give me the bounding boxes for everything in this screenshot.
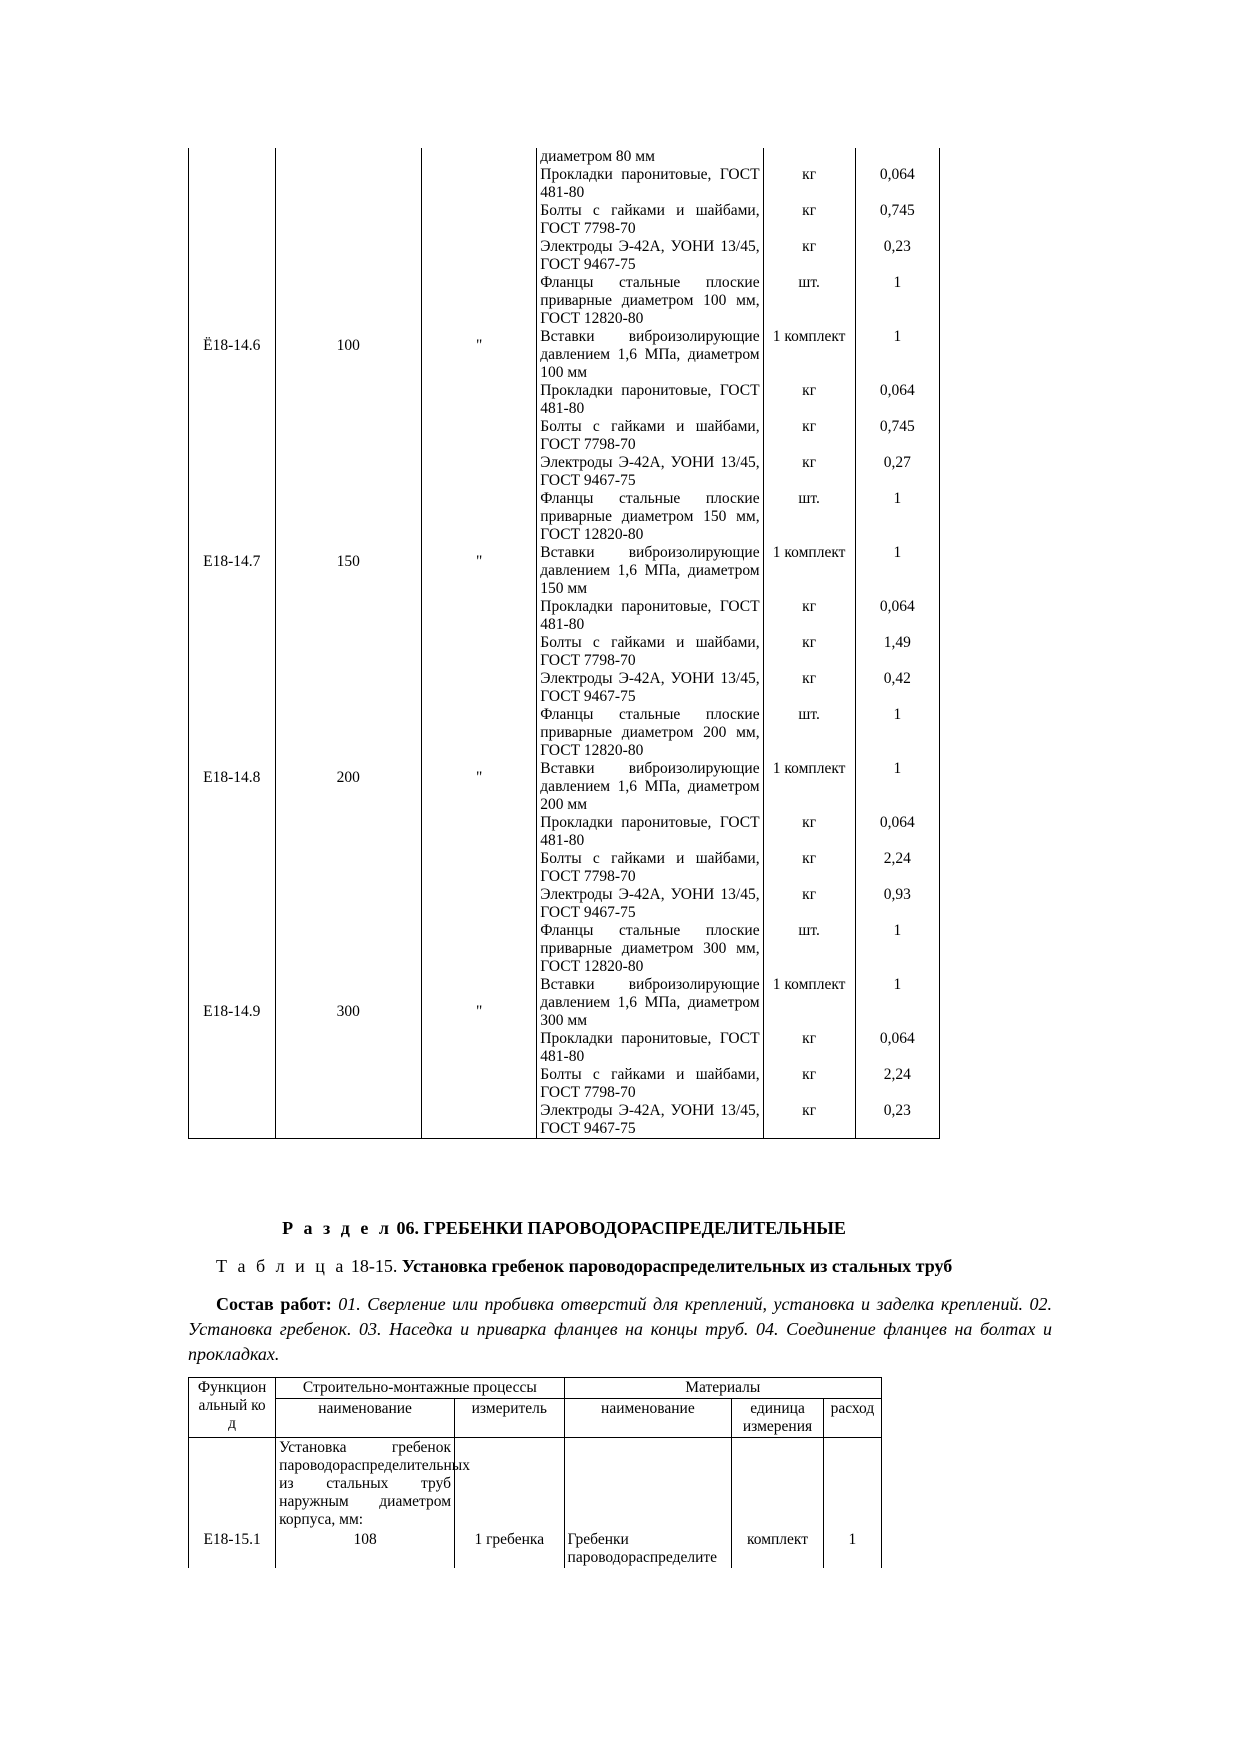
material-name: Вставки виброизолирующие давлением 1,6 МПа, диаметром 300 мм — [537, 976, 763, 1030]
material-name: Электроды Э-42А, УОНИ 13/45, ГОСТ 9467-75 — [537, 454, 763, 490]
row-unit-mark: " — [421, 886, 536, 1139]
material-unit: 1 комплект — [763, 544, 855, 598]
material-qty: 1 — [855, 490, 939, 544]
row-intro-text: Установка гребенок пароводораспределительных из стальных труб наружным диаметром корпуса, мм: — [276, 1438, 455, 1531]
material-name: Фланцы стальные плоские приварные диаметром 100 мм, ГОСТ 12820-80 — [537, 274, 763, 328]
material-unit: кг — [763, 1102, 855, 1139]
material-unit: кг — [763, 886, 855, 922]
material-name: Вставки виброизолирующие давлением 1,6 МПа, диаметром 100 мм — [537, 328, 763, 382]
table-caption — [188, 1256, 1068, 1277]
material-name: диаметром 80 мм — [537, 148, 763, 166]
table-18-15 — [188, 1377, 882, 1568]
material-name: Болты с гайками и шайбами, ГОСТ 7798-70 — [537, 1066, 763, 1102]
header-qty: расход — [823, 1399, 881, 1438]
header-measure: измеритель — [455, 1399, 565, 1438]
material-qty: 0,064 — [855, 814, 939, 850]
work-composition-label: Состав работ: — [216, 1294, 332, 1314]
material-name: Фланцы стальные плоские приварные диаметром 150 мм, ГОСТ 12820-80 — [537, 490, 763, 544]
material-unit — [763, 148, 855, 166]
table-row — [189, 670, 940, 706]
material-unit: кг — [763, 418, 855, 454]
row-material-name: Гребенки пароводораспределите — [564, 1530, 732, 1568]
material-qty: 2,24 — [855, 850, 939, 886]
table-row — [189, 238, 940, 274]
material-unit: кг — [763, 454, 855, 490]
material-unit: шт. — [763, 490, 855, 544]
header-material-name: наименование — [564, 1399, 732, 1438]
row-code — [189, 148, 276, 238]
material-unit: шт. — [763, 706, 855, 760]
table-row — [189, 454, 940, 490]
material-name: Прокладки паронитовые, ГОСТ 481-80 — [537, 382, 763, 418]
table-caption-title: Установка гребенок пароводораспределительных из стальных труб — [401, 1256, 953, 1276]
table-row — [189, 1530, 882, 1568]
header-func-code: Функциональный код — [189, 1378, 276, 1438]
row-code: Е18-14.8 — [189, 670, 276, 886]
row-code: Е18-14.9 — [189, 886, 276, 1139]
row-qty: 1 — [823, 1530, 881, 1568]
row-diameter: 150 — [275, 454, 421, 670]
material-qty: 2,24 — [855, 1066, 939, 1102]
table-caption-number: 18-15. — [350, 1256, 398, 1276]
material-name: Болты с гайками и шайбами, ГОСТ 7798-70 — [537, 418, 763, 454]
header-processes: Строительно-монтажные процессы — [276, 1378, 564, 1399]
row-diameter — [275, 148, 421, 238]
material-unit: кг — [763, 814, 855, 850]
material-qty: 0,064 — [855, 598, 939, 634]
table-caption-prefix: Т а б л и ц а — [216, 1256, 347, 1276]
row-unit-mark: " — [421, 454, 536, 670]
material-name: Прокладки паронитовые, ГОСТ 481-80 — [537, 1030, 763, 1066]
material-name: Вставки виброизолирующие давлением 1,6 МПа, диаметром 200 мм — [537, 760, 763, 814]
material-qty: 1 — [855, 544, 939, 598]
material-qty: 1 — [855, 274, 939, 328]
material-unit: кг — [763, 598, 855, 634]
section-title: 06. ГРЕБЕНКИ ПАРОВОДОРАСПРЕДЕЛИТЕЛЬНЫЕ — [396, 1218, 846, 1238]
row-diameter: 108 — [276, 1530, 455, 1568]
material-qty: 1 — [855, 922, 939, 976]
material-name: Фланцы стальные плоские приварные диаметром 300 мм, ГОСТ 12820-80 — [537, 922, 763, 976]
material-qty: 0,23 — [855, 1102, 939, 1139]
material-unit: кг — [763, 670, 855, 706]
row-code: Е18-15.1 — [189, 1530, 276, 1568]
row-unit-mark: " — [421, 238, 536, 454]
material-unit: кг — [763, 382, 855, 418]
material-qty: 1 — [855, 976, 939, 1030]
material-qty: 1 — [855, 706, 939, 760]
material-name: Электроды Э-42А, УОНИ 13/45, ГОСТ 9467-75 — [537, 1102, 763, 1139]
header-unit: единица измерения — [732, 1399, 824, 1438]
material-qty: 0,23 — [855, 238, 939, 274]
material-unit: шт. — [763, 274, 855, 328]
material-name: Прокладки паронитовые, ГОСТ 481-80 — [537, 598, 763, 634]
material-name: Вставки виброизолирующие давлением 1,6 МПа, диаметром 150 мм — [537, 544, 763, 598]
material-unit: кг — [763, 238, 855, 274]
material-qty: 1 — [855, 760, 939, 814]
material-unit: 1 комплект — [763, 976, 855, 1030]
material-qty: 1 — [855, 328, 939, 382]
material-qty: 0,745 — [855, 202, 939, 238]
row-code: Ё18-14.6 — [189, 238, 276, 454]
row-diameter: 300 — [275, 886, 421, 1139]
section-heading — [188, 1218, 940, 1239]
material-qty: 0,064 — [855, 1030, 939, 1066]
material-name: Прокладки паронитовые, ГОСТ 481-80 — [537, 814, 763, 850]
material-qty: 0,42 — [855, 670, 939, 706]
row-diameter: 100 — [275, 238, 421, 454]
material-unit: кг — [763, 1066, 855, 1102]
row-unit: комплект — [732, 1530, 824, 1568]
material-name: Болты с гайками и шайбами, ГОСТ 7798-70 — [537, 850, 763, 886]
table-row — [189, 148, 940, 166]
table-row-intro — [189, 1438, 882, 1531]
material-qty: 0,064 — [855, 382, 939, 418]
material-unit: кг — [763, 202, 855, 238]
material-unit: кг — [763, 850, 855, 886]
material-name: Электроды Э-42А, УОНИ 13/45, ГОСТ 9467-75 — [537, 886, 763, 922]
material-qty: 1,49 — [855, 634, 939, 670]
section-prefix: Р а з д е л — [282, 1218, 392, 1238]
table-header-row-2 — [189, 1399, 882, 1438]
table-row — [189, 886, 940, 922]
row-unit-mark: " — [421, 670, 536, 886]
material-qty: 0,064 — [855, 166, 939, 202]
material-unit: кг — [763, 1030, 855, 1066]
material-unit: кг — [763, 634, 855, 670]
material-qty: 0,745 — [855, 418, 939, 454]
material-unit: шт. — [763, 922, 855, 976]
row-unit-mark — [421, 148, 536, 238]
work-composition — [188, 1292, 1052, 1367]
material-unit: кг — [763, 166, 855, 202]
material-name: Электроды Э-42А, УОНИ 13/45, ГОСТ 9467-75 — [537, 670, 763, 706]
material-qty: 0,27 — [855, 454, 939, 490]
row-measure: 1 гребенка — [455, 1530, 565, 1568]
table-header-row-1 — [189, 1378, 882, 1399]
header-materials: Материалы — [564, 1378, 881, 1399]
material-name: Электроды Э-42А, УОНИ 13/45, ГОСТ 9467-75 — [537, 238, 763, 274]
material-unit: 1 комплект — [763, 760, 855, 814]
row-code: Е18-14.7 — [189, 454, 276, 670]
material-qty: 0,93 — [855, 886, 939, 922]
material-name: Прокладки паронитовые, ГОСТ 481-80 — [537, 166, 763, 202]
material-qty — [855, 148, 939, 166]
material-name: Болты с гайками и шайбами, ГОСТ 7798-70 — [537, 202, 763, 238]
material-unit: 1 комплект — [763, 328, 855, 382]
materials-table-continuation — [188, 148, 940, 1139]
header-process-name: наименование — [276, 1399, 455, 1438]
material-name: Болты с гайками и шайбами, ГОСТ 7798-70 — [537, 634, 763, 670]
row-diameter: 200 — [275, 670, 421, 886]
material-name: Фланцы стальные плоские приварные диаметром 200 мм, ГОСТ 12820-80 — [537, 706, 763, 760]
work-composition-text: 01. Сверление или пробивка отверстий для креплений, установка и заделка креплений. 02. Установка гребенок. 03. Наседка и приварка фланцев на концы труб. 04. Соединение фланцев на болтах и прокладках. — [188, 1294, 1052, 1364]
